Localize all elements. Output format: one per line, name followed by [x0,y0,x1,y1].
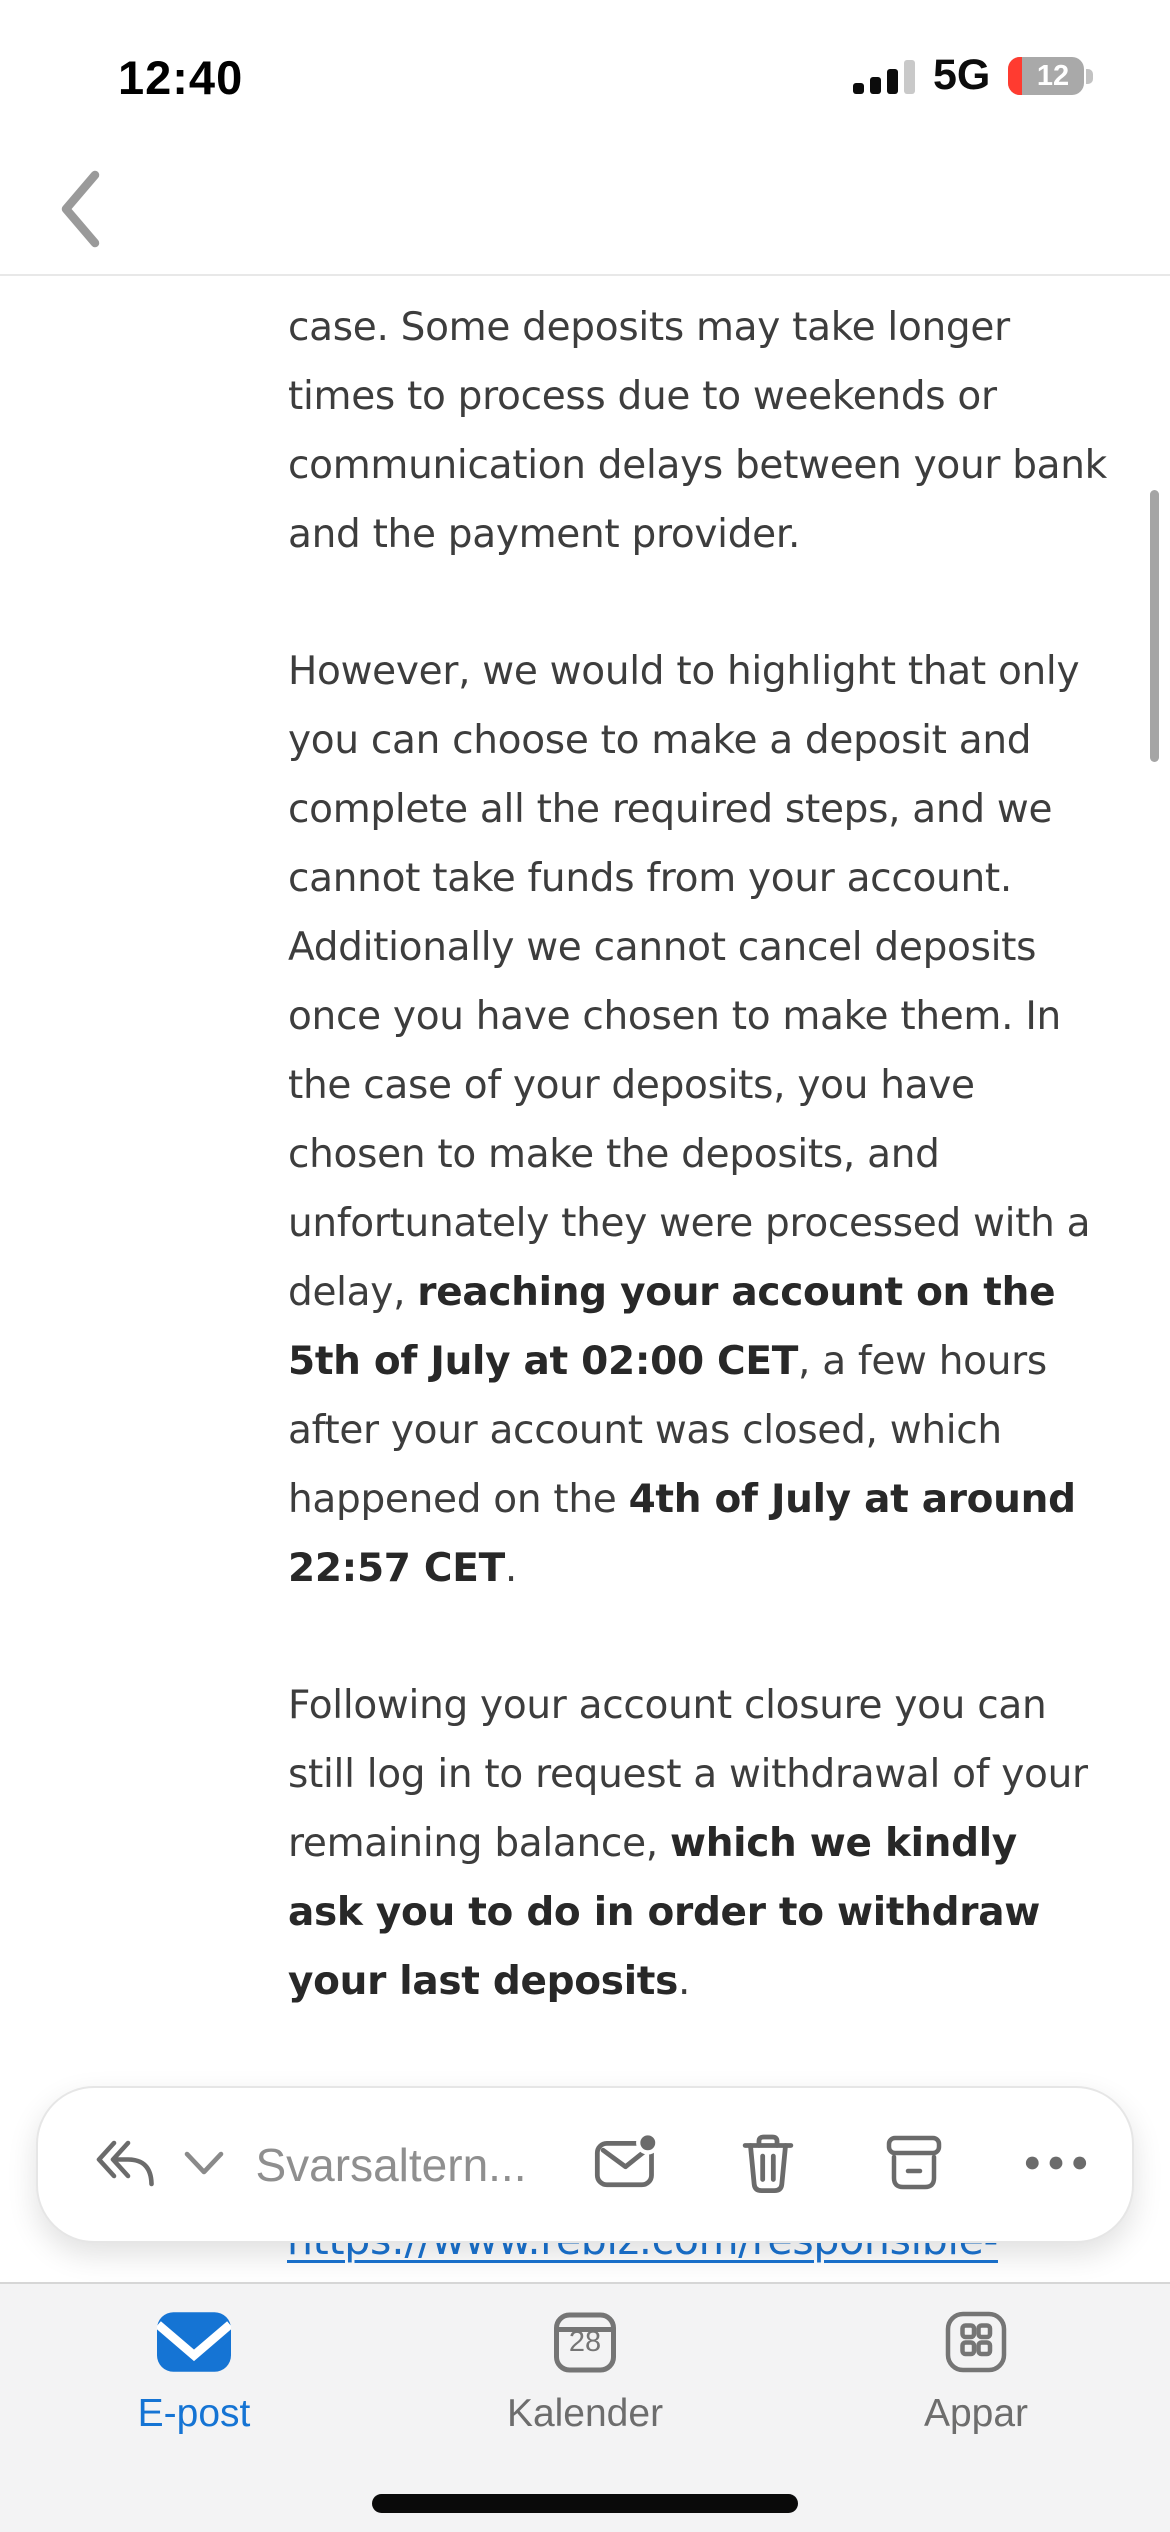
email-body-line [288,913,1148,982]
home-indicator[interactable] [372,2494,798,2513]
email-body [288,293,1148,2084]
email-text: delay, [288,1270,418,1315]
email-body-line [288,1465,1148,1534]
email-text: unfortunately they were processed with a [288,1201,1091,1246]
email-body-line [288,1671,1148,1740]
battery-icon [1008,57,1084,95]
tab-calendar[interactable] [465,2284,705,2484]
email-text: Following your account closure you can [288,1683,1047,1728]
tab-apps[interactable] [856,2284,1096,2484]
email-body-line [288,637,1148,706]
email-text: and the payment provider. [288,512,801,557]
email-text: chosen to make the deposits, and [288,1132,940,1177]
email-body-line [288,431,1148,500]
email-body-line [288,1947,1148,2016]
email-body-line [288,706,1148,775]
ellipsis-icon [1023,2153,1089,2176]
scrollbar-thumb[interactable] [1150,490,1159,762]
tab-apps-label: Appar [923,2392,1029,2435]
email-text-bold: which we kindly [669,1821,1017,1866]
trash-icon [734,2129,802,2200]
email-paragraph [288,637,1148,1603]
email-body-line [288,1534,1148,1603]
network-type-label: 5G [933,51,991,99]
battery-fill-red [1008,57,1022,95]
header-divider [0,274,1170,276]
apps-tab-icon [944,2310,1008,2374]
status-time: 12:40 [118,51,244,104]
more-button[interactable] [1016,2088,1096,2241]
calendar-day-number: 28 [568,2326,602,2358]
email-body-line [288,775,1148,844]
email-body-line [288,1740,1148,1809]
calendar-tab-icon [553,2310,617,2374]
tab-mail-label: E-post [137,2392,251,2435]
email-text: still log in to request a withdrawal of your [288,1752,1088,1797]
chevron-left-icon [57,238,103,253]
email-text-bold: 4th of July at around [628,1477,1076,1522]
reply-all-icon [92,2132,158,2197]
tab-mail[interactable] [74,2284,314,2484]
email-text: cannot take funds from your account. [288,856,1012,901]
email-text-bold: reaching your account on the [417,1270,1056,1315]
email-text: communication delays between your bank [288,443,1107,488]
reply-options-label: Svarsaltern... [255,2138,527,2191]
email-text: Additionally we cannot cancel deposits [288,925,1037,970]
email-body-line [288,500,1148,569]
email-text-bold: ask you to do in order to withdraw [288,1890,1040,1935]
email-text: . [678,1959,691,2004]
back-button[interactable] [40,158,120,262]
tab-calendar-label: Kalender [506,2392,664,2435]
email-body-line [288,982,1148,1051]
email-body-line [288,362,1148,431]
email-body-line [288,1396,1148,1465]
email-text: you can choose to make a deposit and [288,718,1032,763]
archive-icon [882,2129,946,2200]
email-text: complete all the required steps, and we [288,787,1053,832]
battery-percent: 12 [1036,60,1070,92]
chevron-down-icon [180,2145,228,2184]
email-text-bold: 22:57 CET [288,1546,505,1591]
email-body-line [288,844,1148,913]
email-text: once you have chosen to make them. In [288,994,1061,1039]
delete-button[interactable] [728,2088,808,2241]
email-text: remaining balance, [288,1821,670,1866]
email-body-line [288,1878,1148,1947]
email-body-line [288,293,1148,362]
email-body-line [288,1051,1148,1120]
signal-strength-icon [853,60,915,99]
email-body-line [288,1189,1148,1258]
email-text: happened on the [288,1477,629,1522]
email-body-line [288,1327,1148,1396]
email-paragraph [288,1671,1148,2016]
email-text: . [504,1546,517,1591]
email-text: case. Some deposits may take longer [288,305,1010,350]
email-body-line [288,1809,1148,1878]
email-text: , a few hours [798,1339,1047,1384]
reply-options-button[interactable] [68,2088,528,2241]
email-text: the case of your deposits, you have [288,1063,975,1108]
mark-unread-button[interactable] [586,2088,666,2241]
email-text-bold: 5th of July at 02:00 CET [288,1339,799,1384]
bottom-toolbar [36,2086,1134,2243]
email-text: after your account was closed, which [288,1408,1002,1453]
envelope-unread-icon [591,2129,661,2200]
email-body-line [288,1120,1148,1189]
archive-button[interactable] [874,2088,954,2241]
email-text-bold: your last deposits [288,1959,679,2004]
battery-cap [1086,69,1093,84]
mail-tab-icon [157,2310,231,2374]
email-paragraph [288,293,1148,569]
email-text: times to process due to weekends or [288,374,997,419]
email-text: However, we would to highlight that only [288,649,1080,694]
email-body-line [288,1258,1148,1327]
